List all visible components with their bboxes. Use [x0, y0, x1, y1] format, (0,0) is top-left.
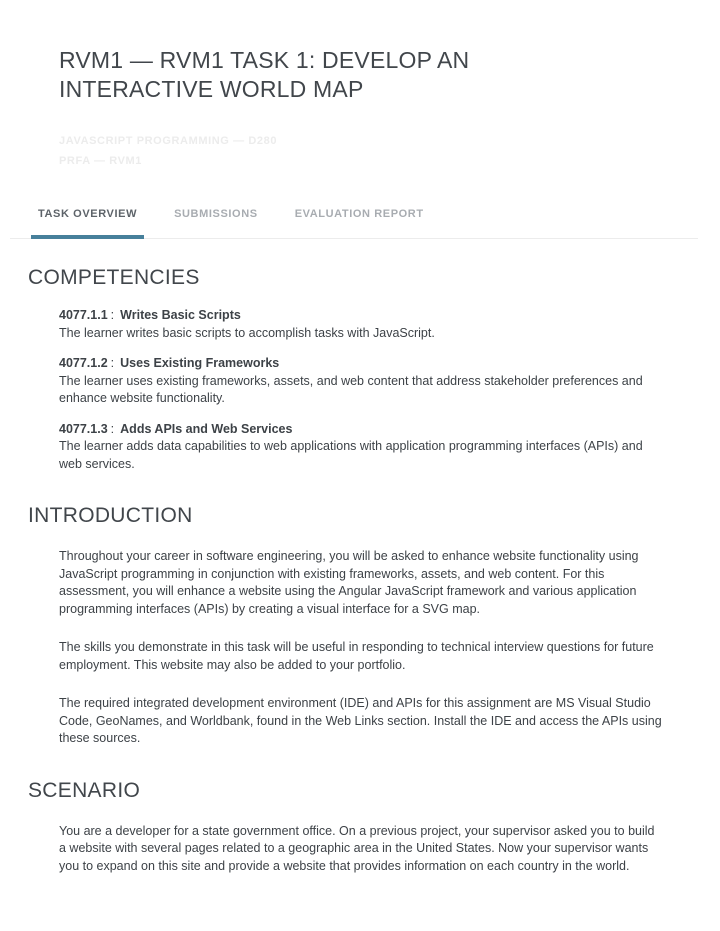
tab-submissions[interactable]: SUBMISSIONS — [174, 208, 258, 220]
assessment-code-label: PRFA — RVM1 — [59, 155, 143, 167]
competency-code: 4077.1.1 — [59, 308, 108, 322]
competencies-heading: COMPETENCIES — [28, 266, 200, 289]
tabs — [31, 205, 720, 239]
competencies-body — [59, 307, 663, 473]
competency-description: The learner writes basic scripts to accomplish tasks with JavaScript. — [59, 325, 435, 340]
competency-item — [59, 421, 663, 474]
competency-code: 4077.1.3 — [59, 421, 108, 436]
section-introduction — [0, 504, 720, 748]
tab-evaluation-report[interactable]: EVALUATION REPORT — [294, 208, 424, 220]
competency-description: The learner adds data capabilities to web applications with application programming interfaces (APIs) and web services. — [59, 439, 643, 471]
course-label: JAVASCRIPT PROGRAMMING — D280 — [59, 135, 278, 147]
competency-separator: : — [110, 356, 115, 370]
main-content — [0, 266, 720, 875]
tab-bar — [0, 205, 720, 239]
competency-title: Writes Basic Scripts — [120, 308, 241, 322]
introduction-heading: INTRODUCTION — [28, 504, 193, 527]
page-header — [59, 46, 660, 171]
competency-title: Adds APIs and Web Services — [120, 421, 293, 436]
competency-separator: : — [110, 421, 115, 436]
scenario-paragraph: You are a developer for a state government office. On a previous project, your supervisor asked you to build a website with several pages related to a geographic area in the United States. Now your supervisor wants you to expand on this site and provide a website that provides information on each country in the world. — [59, 823, 655, 873]
competency-separator: : — [110, 308, 115, 322]
competency-label — [59, 355, 663, 373]
section-scenario — [0, 779, 720, 876]
competency-item — [59, 355, 663, 408]
competency-label — [59, 421, 663, 439]
competency-title: Uses Existing Frameworks — [120, 356, 280, 370]
introduction-paragraph: Throughout your career in software engineering, you will be asked to enhance website functionality using JavaScript programming in conjunction with existing frameworks, assets, and web content. For this assessment, you will enhance a website using the Angular JavaScript framework and various application programming interfaces (APIs) by creating a visual interface for a SVG map. — [59, 549, 639, 616]
competency-label — [59, 307, 663, 325]
header-subtitles — [59, 131, 660, 171]
competency-code: 4077.1.2 — [59, 356, 108, 370]
introduction-paragraph: The skills you demonstrate in this task will be useful in responding to technical interview questions for future employment. This website may also be added to your portfolio. — [59, 640, 654, 672]
scenario-heading: SCENARIO — [28, 778, 141, 802]
page-title: RVM1 — RVM1 TASK 1: DEVELOP AN INTERACTIVE WORLD MAP — [59, 47, 470, 102]
tab-task-overview[interactable]: TASK OVERVIEW — [31, 205, 144, 239]
introduction-body — [59, 548, 663, 748]
competency-item — [59, 307, 663, 342]
competency-description: The learner uses existing frameworks, assets, and web content that address stakeholder preferences and enhance website functionality. — [59, 373, 643, 405]
introduction-paragraph: The required integrated development environment (IDE) and APIs for this assignment are MS Visual Studio Code, GeoNames, and Worldbank, found in the Web Links section. Install the IDE and access the APIs using these sources. — [59, 696, 662, 745]
section-competencies — [0, 266, 720, 473]
scenario-body — [59, 823, 663, 876]
